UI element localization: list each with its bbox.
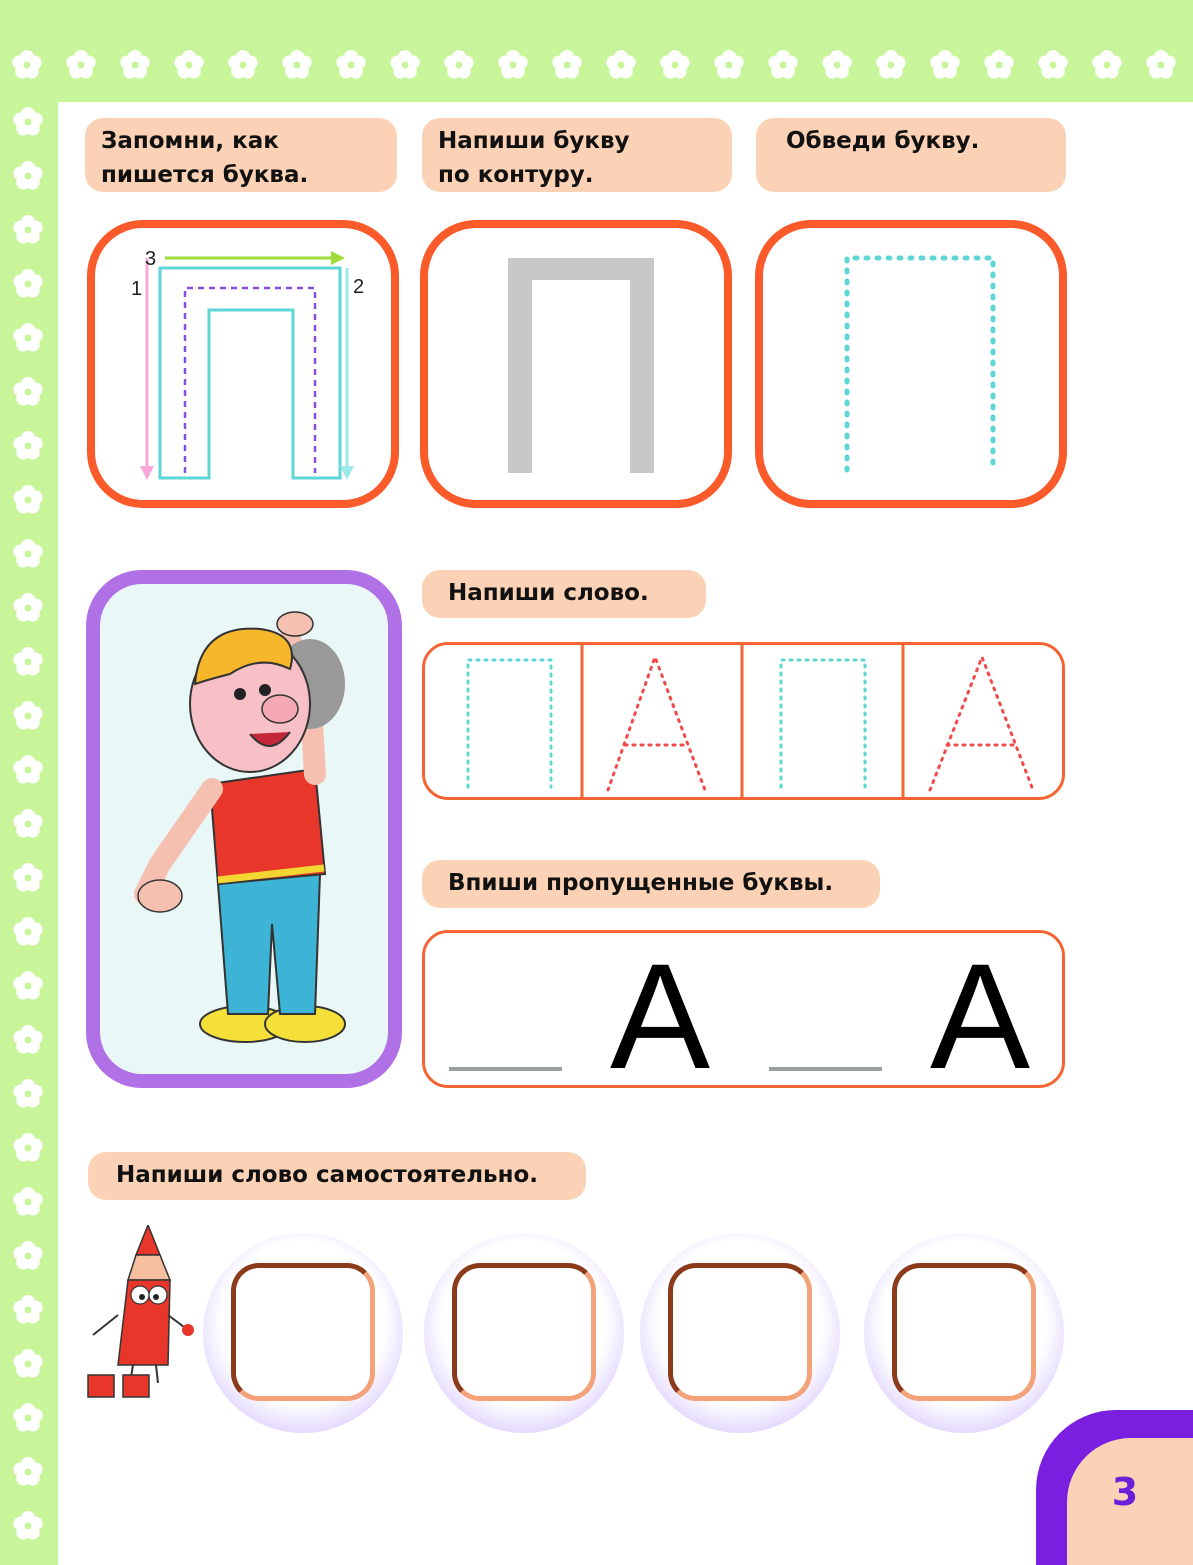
trace-letter-box[interactable] xyxy=(420,220,732,508)
flower-icon xyxy=(11,105,45,139)
write-square-1[interactable] xyxy=(231,1263,375,1401)
blank-line-1[interactable] xyxy=(449,1067,562,1071)
arrowhead-3 xyxy=(331,251,345,265)
boy-illustration-frame xyxy=(86,570,402,1088)
boy-right-hand xyxy=(277,612,313,636)
pencil-leg-right xyxy=(156,1365,158,1383)
pencil-arm-left xyxy=(93,1315,118,1335)
boy-eye-right xyxy=(259,684,271,696)
flower-icon xyxy=(11,1185,45,1219)
flower-icon xyxy=(11,429,45,463)
flower-icon xyxy=(11,807,45,841)
flower-icon xyxy=(11,1347,45,1381)
flower-icon xyxy=(11,1239,45,1273)
flower-icon xyxy=(11,375,45,409)
instruction-trace xyxy=(422,118,732,192)
flower-icon xyxy=(766,48,800,82)
dotted-letter-p-1 xyxy=(468,660,551,787)
letter-p-demo xyxy=(95,228,391,500)
circle-letter-box[interactable] xyxy=(755,220,1067,508)
pencil-tip xyxy=(136,1225,160,1255)
flower-icon xyxy=(118,48,152,82)
flower-icon xyxy=(11,483,45,517)
flower-icon xyxy=(334,48,368,82)
flower-icon xyxy=(11,1401,45,1435)
arrowhead-1 xyxy=(140,466,154,480)
flower-icon xyxy=(1036,48,1070,82)
flower-icon xyxy=(11,1455,45,1489)
letter-a-1: А xyxy=(610,932,711,1100)
page-number: 3 xyxy=(1111,1470,1139,1514)
boy-illustration xyxy=(100,584,388,1074)
instruction-remember xyxy=(85,118,397,192)
flower-icon xyxy=(982,48,1016,82)
flower-icon xyxy=(11,321,45,355)
flower-icon xyxy=(658,48,692,82)
flower-icon xyxy=(1144,48,1178,82)
write-square-2[interactable] xyxy=(452,1263,596,1401)
letter-p-gray-shape xyxy=(508,258,654,473)
letter-p-center-line xyxy=(185,288,315,473)
arrowhead-2 xyxy=(340,466,354,480)
flower-icon xyxy=(604,48,638,82)
flower-icon xyxy=(712,48,746,82)
instruction-circle xyxy=(756,118,1066,192)
letter-a-2: А xyxy=(930,932,1031,1100)
instruction-self-text: Напиши слово самостоятельно. xyxy=(116,1162,539,1188)
instruction-missing xyxy=(422,860,880,908)
letter-p-gray xyxy=(428,228,724,500)
write-cell-1[interactable] xyxy=(203,1233,403,1433)
write-square-4[interactable] xyxy=(892,1263,1036,1401)
flower-icon xyxy=(11,645,45,679)
blank-line-2[interactable] xyxy=(769,1067,882,1071)
flower-icon xyxy=(11,213,45,247)
instruction-write-word xyxy=(422,570,706,618)
flower-icon xyxy=(11,1023,45,1057)
instruction-remember-line1: Запомни, как xyxy=(101,128,279,154)
flower-icon xyxy=(388,48,422,82)
write-square-3[interactable] xyxy=(668,1263,812,1401)
pencil-character xyxy=(78,1225,198,1405)
instruction-trace-line1: Напиши букву xyxy=(438,128,630,154)
word-papa-dotted xyxy=(425,645,1062,797)
flower-icon xyxy=(820,48,854,82)
flower-icon xyxy=(11,159,45,193)
write-cell-4[interactable] xyxy=(864,1233,1064,1433)
flower-icon xyxy=(496,48,530,82)
boy-left-hand xyxy=(138,880,182,912)
flower-icon xyxy=(64,48,98,82)
flower-icon xyxy=(442,48,476,82)
flower-icon xyxy=(172,48,206,82)
pencil-pupil-right xyxy=(153,1294,159,1300)
flower-icon xyxy=(11,861,45,895)
instruction-missing-text: Впиши пропущенные буквы. xyxy=(448,870,834,896)
flower-icon xyxy=(550,48,584,82)
pencil-boot-left xyxy=(88,1375,114,1397)
stroke-number-3: 3 xyxy=(145,248,157,270)
flower-icon xyxy=(11,1131,45,1165)
write-cell-2[interactable] xyxy=(424,1233,624,1433)
letter-demo-box xyxy=(87,220,399,508)
flower-icon xyxy=(11,1293,45,1327)
flower-icon xyxy=(874,48,908,82)
instruction-write-word-text: Напиши слово. xyxy=(448,580,649,606)
flower-icon xyxy=(11,1077,45,1111)
flower-icon xyxy=(11,915,45,949)
instruction-circle-text: Обведи букву. xyxy=(786,128,980,154)
dotted-letter-a-2 xyxy=(930,657,1033,790)
instruction-trace-line2: по контуру. xyxy=(438,162,594,188)
flower-icon xyxy=(10,48,44,82)
dotted-letter-p-2 xyxy=(781,660,865,787)
pencil-boot-right xyxy=(123,1375,149,1397)
boy-eye-left xyxy=(234,688,246,700)
flower-icon xyxy=(1090,48,1124,82)
flower-icon xyxy=(11,753,45,787)
boy-nose xyxy=(262,695,298,723)
missing-letters-box[interactable] xyxy=(422,930,1065,1100)
flower-icon xyxy=(226,48,260,82)
instruction-self xyxy=(88,1152,586,1200)
boy-pants xyxy=(218,874,320,1014)
flower-icon xyxy=(280,48,314,82)
letter-p-outline xyxy=(160,268,340,478)
letter-p-dotted-path xyxy=(847,258,993,470)
stroke-number-2: 2 xyxy=(353,276,365,298)
flower-icon xyxy=(11,267,45,301)
flower-icon xyxy=(11,537,45,571)
write-cell-3[interactable] xyxy=(640,1233,840,1433)
flower-icon xyxy=(11,591,45,625)
stroke-number-1: 1 xyxy=(131,278,143,300)
boy-left-arm xyxy=(145,789,212,894)
word-papa-box[interactable] xyxy=(422,642,1065,800)
pencil-hand xyxy=(182,1324,194,1336)
flower-icon xyxy=(11,969,45,1003)
pencil-pupil-left xyxy=(139,1294,145,1300)
flower-icon xyxy=(11,1509,45,1543)
pencil-wood xyxy=(128,1255,170,1280)
dotted-letter-a-1 xyxy=(608,657,705,790)
letter-p-dotted xyxy=(763,228,1059,500)
flower-icon xyxy=(928,48,962,82)
instruction-remember-line2: пишется буква. xyxy=(101,162,309,188)
flower-icon xyxy=(11,699,45,733)
